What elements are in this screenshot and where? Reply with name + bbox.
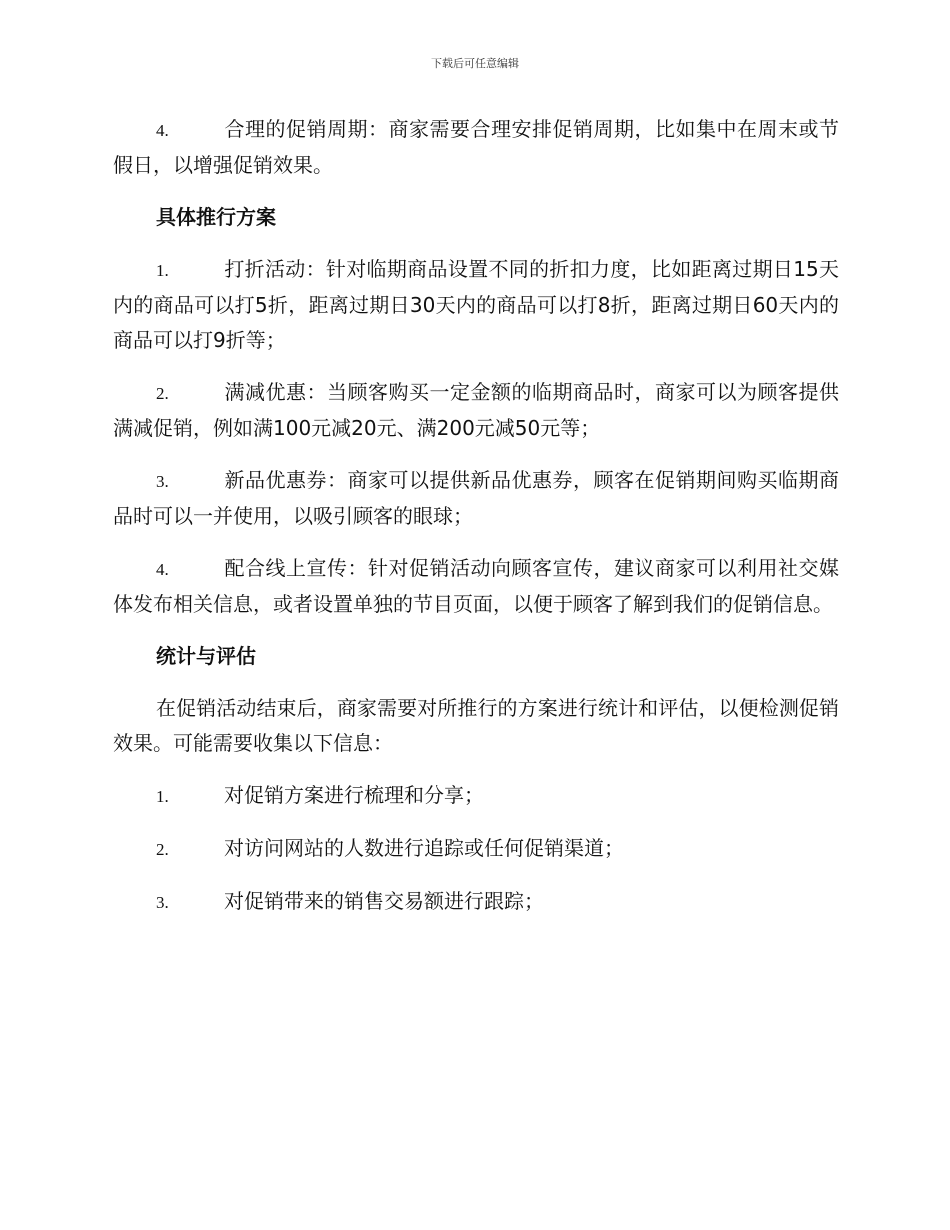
list-number: 2.: [156, 384, 169, 403]
list-number: 4.: [156, 560, 169, 579]
list-number: 3.: [156, 893, 169, 912]
list-text: 满减优惠：当顾客购买一定金额的临期商品时，商家可以为顾客提供满减促销，例如满100元减20元、满200元减50元等；: [113, 380, 839, 440]
list-item: [113, 551, 839, 622]
list-text: 对促销方案进行梳理和分享；: [224, 783, 484, 807]
list-text: 新品优惠券：商家可以提供新品优惠券，顾客在促销期间购买临期商品时可以一并使用，以吸引顾客的眼球；: [113, 468, 839, 528]
list-text: 对促销带来的销售交易额进行跟踪；: [224, 889, 544, 913]
list-item: [113, 252, 839, 358]
list-item: [113, 831, 839, 867]
section-heading: 统计与评估: [156, 644, 256, 668]
list-text: 合理的促销周期：商家需要合理安排促销周期，比如集中在周末或节假日，以增强促销效果。: [113, 117, 839, 177]
list-item: [113, 112, 839, 183]
list-text: 配合线上宣传：针对促销活动向顾客宣传，建议商家可以利用社交媒体发布相关信息，或者设置单独的节目页面，以便于顾客了解到我们的促销信息。: [113, 556, 839, 616]
list-number: 3.: [156, 472, 169, 491]
list-item: [113, 778, 839, 814]
list-item: [113, 463, 839, 534]
list-item: [113, 375, 839, 446]
list-number: 2.: [156, 840, 169, 859]
list-text: 打折活动：针对临期商品设置不同的折扣力度，比如距离过期日15天内的商品可以打5折，距离过期日30天内的商品可以打8折，距离过期日60天内的商品可以打9折等；: [113, 257, 839, 352]
section-heading: 具体推行方案: [156, 205, 276, 229]
list-number: 1.: [156, 787, 169, 806]
page-header-note: 下载后可任意编辑: [431, 57, 519, 70]
document-body: [113, 112, 839, 937]
list-text: 对访问网站的人数进行追踪或任何促销渠道；: [224, 836, 624, 860]
list-number: 1.: [156, 261, 169, 280]
list-number: 4.: [156, 121, 169, 140]
list-item: [113, 884, 839, 920]
body-paragraph: 在促销活动结束后，商家需要对所推行的方案进行统计和评估，以便检测促销效果。可能需要收集以下信息：: [113, 696, 839, 755]
